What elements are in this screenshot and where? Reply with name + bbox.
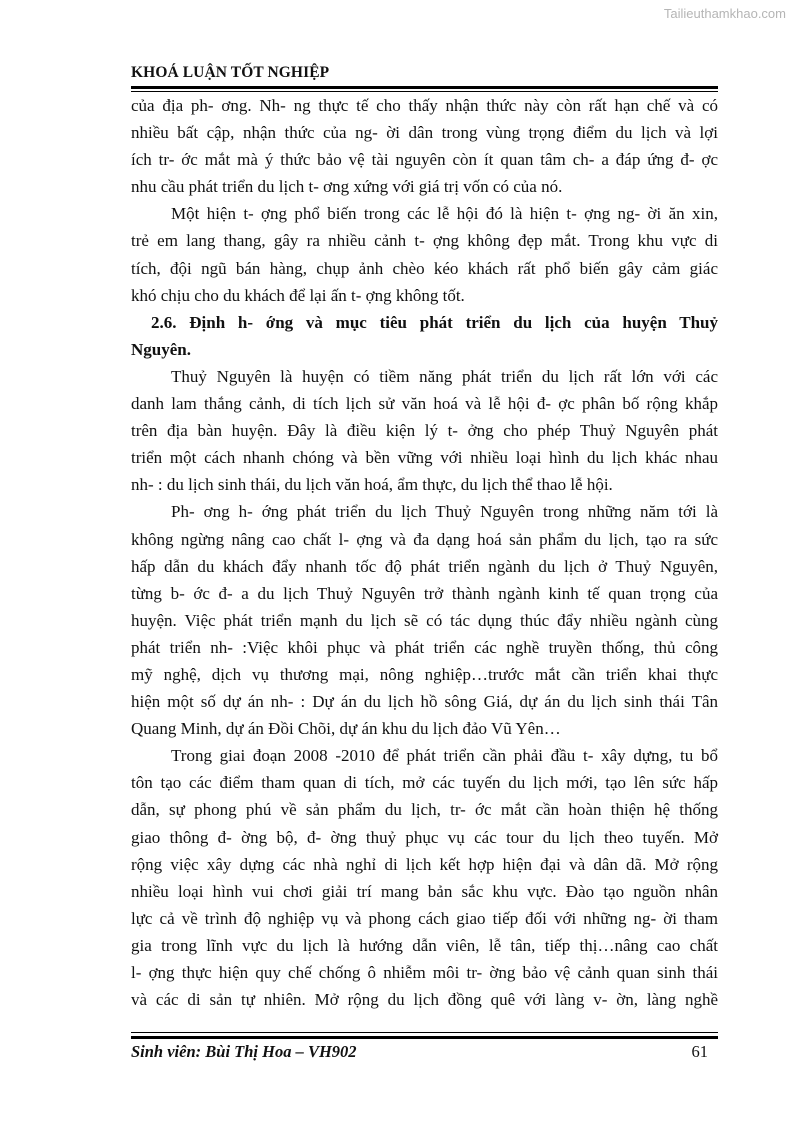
body-line: nhu cầu phát triển du lịch t- ơng xứng với giá trị vốn có của nó. bbox=[131, 177, 563, 197]
body-line: Trong giai đoạn 2008 -2010 để phát triển cần phải đầu t- xây dựng, tu bổ bbox=[171, 746, 718, 766]
body-line: nhiều loại hình vui chơi giải trí mang bản sắc khu vực. Đào tạo nguồn nhân bbox=[131, 881, 718, 901]
body-line: dẫn, sự phong phú về sản phẩm du lịch, tr- ớc mắt cần hoàn thiện hệ thống bbox=[131, 800, 718, 820]
body-line: lực cả về trình độ nghiệp vụ và phong cách giao tiếp đối với những ng- ời tham bbox=[131, 908, 718, 928]
body-line: khó chịu cho du khách để lại ấn t- ợng không tốt. bbox=[131, 285, 465, 305]
body-line: nh- : du lịch sinh thái, du lịch văn hoá, ẩm thực, du lịch thể thao lễ hội. bbox=[131, 475, 613, 495]
body-line: l- ợng thực hiện quy chế chống ô nhiễm môi tr- ờng bảo vệ cảnh quan sinh thái bbox=[131, 963, 718, 982]
running-header-title: KHOÁ LUẬN TỐT NGHIỆP bbox=[131, 64, 330, 81]
body-line: tôn tạo các điểm tham quan di tích, mở các tuyến du lịch mới, tạo lên sức hấp bbox=[131, 773, 718, 793]
body-line: hấp dẫn du khách đẩy nhanh tốc độ phát triển ngành du lịch ở Thuỷ Nguyên, bbox=[131, 556, 718, 576]
footer-rule-thick bbox=[131, 1036, 718, 1039]
body-line: hiện một số dự án nh- : Dự án du lịch hồ sông Giá, dự án du lịch sinh thái Tân bbox=[131, 692, 718, 712]
body-line: của địa ph- ơng. Nh- ng thực tế cho thấy nhận thức này còn rất hạn chế và có bbox=[131, 96, 718, 115]
body-line: triển một cách nhanh chóng và bền vững với nhiều loại hình du lịch khác nhau bbox=[131, 448, 718, 468]
header-rule-thick bbox=[131, 86, 718, 89]
section-heading: Nguyên. bbox=[131, 339, 191, 359]
body-line: Một hiện t- ợng phổ biến trong các lễ hội đó là hiện t- ợng ng- ời ăn xin, bbox=[171, 204, 718, 224]
body-line: Ph- ơng h- ớng phát triển du lịch Thuỷ Nguyên trong những năm tới là bbox=[171, 502, 718, 522]
document-body bbox=[131, 92, 718, 1013]
body-line: trẻ em lang thang, gây ra nhiều cảnh t- ợng không đẹp mắt. Trong khu vực di bbox=[131, 231, 718, 251]
body-line: mỹ nghệ, dịch vụ thương mại, nông nghiệp…trước mắt cần triển khai thực bbox=[131, 664, 718, 684]
body-line: từng b- ớc đ- a du lịch Thuỷ Nguyên trở thành ngành kinh tế quan trọng của bbox=[131, 583, 718, 603]
page-number: 61 bbox=[691, 1042, 708, 1061]
body-line: gia trong lĩnh vực du lịch là hướng dẫn viên, lễ tân, tiếp thị…nâng cao chất bbox=[131, 935, 718, 955]
body-line: danh lam thắng cảnh, di tích lịch sử văn hoá và lễ hội đ- ợc phân bố rộng khắp bbox=[131, 394, 718, 414]
body-line: không ngừng nâng cao chất l- ợng và đa dạng hoá sản phẩm du lịch, tạo ra sức bbox=[131, 529, 718, 549]
body-line: phát triển nh- :Việc khôi phục và phát triển các nghề truyền thống, thủ công bbox=[131, 637, 718, 657]
body-line: trên địa bàn huyện. Đây là điều kiện lý t- ởng cho phép Thuỷ Nguyên phát bbox=[131, 421, 718, 441]
body-line: ích tr- ớc mắt mà ý thức bảo vệ tài nguyên còn ít quan tâm ch- a đáp ứng đ- ợc bbox=[131, 150, 718, 170]
body-line: giao thông đ- ờng bộ, đ- ờng thuỷ phục vụ các tour du lịch theo tuyến. Mở bbox=[131, 827, 718, 847]
body-line: Thuỷ Nguyên là huyện có tiềm năng phát triển du lịch rất lớn với các bbox=[171, 366, 718, 386]
watermark-text: Tailieuthamkhao.com bbox=[663, 6, 786, 21]
body-line: nhiều bất cập, nhận thức của ng- ời dân trong vùng trọng điểm du lịch và lợi bbox=[131, 123, 718, 143]
body-line: tích, đội ngũ bán hàng, chụp ảnh chèo kéo khách rất phổ biến gây cảm giác bbox=[131, 258, 718, 278]
body-line: huyện. Việc phát triển mạnh du lịch sẽ có tác dụng thúc đẩy nhiều ngành cùng bbox=[131, 610, 718, 630]
body-line: Quang Minh, dự án Đồi Chõi, dự án khu du lịch đảo Vũ Yên… bbox=[131, 719, 561, 739]
footer-student-name: Sinh viên: Bùi Thị Hoa – VH902 bbox=[131, 1042, 357, 1061]
section-heading: 2.6. Định h- ớng và mục tiêu phát triển du lịch của huyện Thuỷ bbox=[151, 312, 718, 332]
footer-rule-thin bbox=[131, 1032, 718, 1033]
body-line: và các di sản tự nhiên. Mở rộng du lịch đồng quê với làng v- ờn, làng nghề bbox=[131, 990, 718, 1010]
body-line: rộng việc xây dựng các nhà nghỉ di lịch kết hợp hiện đại và dân dã. Mở rộng bbox=[131, 854, 718, 874]
